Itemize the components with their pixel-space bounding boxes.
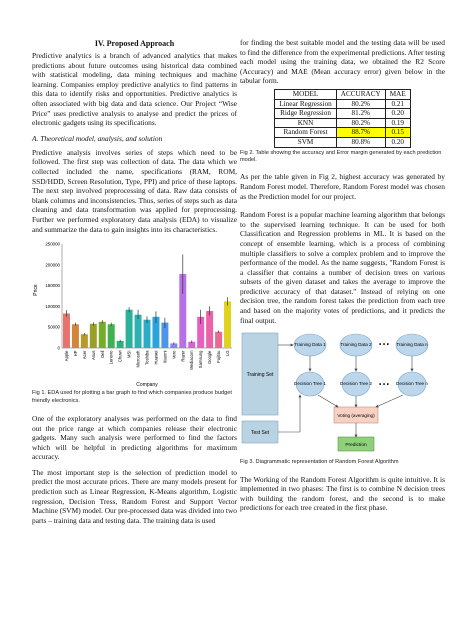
table-row-highlighted bbox=[275, 128, 410, 138]
bar-fujitsu bbox=[215, 332, 222, 348]
x-tick-label: Dell bbox=[99, 350, 105, 358]
table-header: MODEL bbox=[275, 89, 337, 99]
table-row bbox=[275, 137, 410, 147]
bar-acer bbox=[81, 334, 88, 348]
table-discussion-paragraph: As per the table given in Fig 2, highest accuracy was generated by Random Forest model. Therefore, Random Forest model was chosen as the Prediction model for our project. bbox=[240, 172, 445, 201]
working-paragraph: The Working of the Random Forest Algorithm is quite intuitive. It is implemented in two phases: The first is to combine N decision trees with building the random forest, and the second is to make predictions for each tree created in the first phase. bbox=[240, 474, 445, 513]
accuracy-cell: 81.2% bbox=[336, 109, 385, 119]
x-tick-label: Toshiba bbox=[144, 350, 150, 366]
x-tick-label: Razer bbox=[180, 350, 186, 362]
bar-lenovo bbox=[108, 324, 115, 348]
x-tick-label: MSI bbox=[126, 350, 132, 359]
bar-hp bbox=[72, 324, 79, 348]
accuracy-cell-highlighted: 88.7% bbox=[336, 128, 385, 138]
accuracy-cell: 80.8% bbox=[336, 137, 385, 147]
test-set-label: Test Set bbox=[250, 430, 270, 437]
training-set-label: Training Set bbox=[246, 372, 274, 379]
ellipsis-top: • • • bbox=[379, 342, 389, 349]
model-cell: SVM bbox=[275, 137, 337, 147]
x-axis-label: Company bbox=[136, 382, 158, 389]
table-header: MAE bbox=[385, 89, 410, 99]
table-row bbox=[275, 99, 410, 109]
fig1-caption: Fig 1. EDA used for plotting a bar graph to find which companies produce budget friendly electronics. bbox=[32, 390, 232, 404]
training-data-1-label: Training Data 1 bbox=[294, 342, 326, 348]
table-header: ACCURACY bbox=[336, 89, 385, 99]
table-row bbox=[275, 118, 410, 128]
mae-cell-highlighted: 0.15 bbox=[385, 128, 410, 138]
table-row bbox=[275, 109, 410, 119]
left-column bbox=[32, 0, 237, 525]
x-tick-label: Google bbox=[207, 350, 213, 365]
mae-cell: 0.20 bbox=[385, 137, 410, 147]
bar-lg bbox=[224, 302, 231, 349]
eda-bar-chart bbox=[32, 238, 237, 388]
decision-tree-n-label: Decision Tree n bbox=[396, 381, 428, 387]
mae-cell: 0.20 bbox=[385, 109, 410, 119]
x-tick-label: Vero bbox=[171, 350, 177, 360]
model-cell: Ridge Regression bbox=[275, 109, 337, 119]
eda-paragraph: Predictive analysis involves series of steps which need to be followed. The first step was collection of data. The data which we collected included the name, specifications (RAM, ROM, SSD/HDD, Screen Resolution, Type, PPI) and price of these laptops. The next step involved preprocessing of data. Raw data consists of blank columns and inconsistencies. Thus, series of steps such as data cleaning and data transformation was applied for preprocessing. Further we performed exploratory data analysis (EDA) to visualize and summarize the data to gain insights into its characteristics. bbox=[32, 147, 237, 234]
model-cell: Linear Regression bbox=[275, 99, 337, 109]
y-tick-label: 50000 bbox=[47, 324, 60, 330]
fig3-caption: Fig 3. Diagrammatic representation of Random Forest Algorithm bbox=[240, 459, 399, 466]
voting-label: Voting (averaging) bbox=[337, 413, 375, 419]
bar-apple bbox=[63, 314, 70, 349]
bar-msi bbox=[126, 310, 133, 348]
bar-asus bbox=[90, 324, 97, 348]
model-cell: KNN bbox=[275, 118, 337, 128]
ellipsis-bottom: • • • bbox=[379, 382, 389, 389]
mae-cell: 0.21 bbox=[385, 99, 410, 109]
random-forest-paragraph: Random Forest is a popular machine learning algorithm that belongs to the supervised learning technique. It can be used for both Classification and Regression problems in ML. It is based on the concept of ensemble learning, which is a process of combining multiple classifiers to solve a complex problem and to improve the performance of the model. As the name suggests, "Random Forest is a classifier that contains a number of decision trees on various subsets of the given dataset and takes the average to improve the predictive accuracy of that dataset." Instead of relying on one decision tree, the random forest takes the prediction from each tree and based on the majority votes of predictions, and it predicts the final output. bbox=[240, 210, 445, 325]
intro-paragraph: Predictive analytics is a branch of advanced analytics that makes predictions about future outcomes using historical data combined with statistical modeling, data mining techniques and machine learning. Companies employ predictive analytics to find patterns in this data to identify risks and opportunities. Predictive analytics is often associated with big data and data science. Our Project “Wise Price” uses predictive analysis to analyse and predict the prices of electronic gadgets using its specifications. bbox=[32, 51, 237, 128]
fig2-caption: Fig 2. Table showing the accuracy and Error margin generated by each prediction model. bbox=[240, 149, 442, 163]
exploratory-paragraph: One of the exploratory analyses was performed on the data to find out the price range at which companies release their electronic gadgets. Many such analysis were performed to find the factors which will be helpful in predicting algorithms for maximum accuracy. bbox=[32, 413, 237, 462]
bar-microsoft bbox=[135, 315, 142, 348]
x-tick-label: Microsoft bbox=[135, 350, 141, 368]
right-column bbox=[240, 0, 445, 513]
random-forest-diagram bbox=[240, 329, 445, 457]
y-axis-label: Price bbox=[33, 284, 39, 296]
x-tick-label: Samsung bbox=[198, 350, 204, 369]
x-tick-label: Xiaomi bbox=[162, 350, 168, 364]
y-tick-label: 100000 bbox=[45, 303, 60, 309]
x-tick-label: Fujitsu bbox=[216, 350, 222, 363]
x-tick-label: Huawei bbox=[153, 350, 159, 365]
model-cell: Random Forest bbox=[275, 128, 337, 138]
training-data-2-label: Training Data 2 bbox=[340, 342, 372, 348]
y-tick-label: 200000 bbox=[45, 262, 60, 268]
model-selection-paragraph: The most important step is the selection of prediction model to predict the most accurate prices. There are many models present for prediction such as Linear Regression, K-Means algorithm, Logistic regression, Decision Tress, Random Forest and Support Vector Machine (SVM) model. Our pre-processed data was divided into two parts – training data and testing data. The training data is used bbox=[32, 467, 237, 525]
x-tick-label: Lenovo bbox=[108, 350, 114, 365]
x-tick-label: Mediacom bbox=[189, 350, 195, 370]
prediction-label: Prediction bbox=[345, 443, 367, 449]
training-data-n-label: Training Data n bbox=[396, 342, 428, 348]
bar-dell bbox=[99, 322, 106, 348]
x-tick-label: LG bbox=[225, 350, 231, 357]
section-title: IV. Proposed Approach bbox=[94, 39, 175, 48]
x-tick-label: Asus bbox=[90, 350, 96, 360]
testing-paragraph: for finding the best suitable model and the testing data will be used to find the difference from the experimental predictions. After testing each model using the training data, we obtained the R2 Score (Accuracy) and MAE (Mean accuracy error) given below in the tabular form. bbox=[240, 38, 445, 86]
accuracy-cell: 80.2% bbox=[336, 118, 385, 128]
bar-google bbox=[206, 311, 213, 348]
y-tick-label: 150000 bbox=[45, 283, 60, 289]
x-tick-label: Acer bbox=[81, 350, 87, 360]
decision-tree-1-label: Decision Tree 1 bbox=[294, 381, 326, 387]
mae-cell: 0.19 bbox=[385, 118, 410, 128]
accuracy-cell: 80.2% bbox=[336, 99, 385, 109]
decision-tree-2-label: Decision Tree 2 bbox=[340, 381, 372, 387]
y-tick-label: 250000 bbox=[45, 241, 60, 247]
x-tick-label: Chuwi bbox=[117, 350, 123, 363]
x-tick-label: HP bbox=[72, 350, 78, 357]
y-tick-label: 0 bbox=[57, 345, 60, 351]
results-table bbox=[274, 89, 410, 148]
subsection-title: A. Theoretical model, analysis, and solution bbox=[32, 133, 163, 143]
bar-toshiba bbox=[144, 320, 151, 348]
table-header-row bbox=[275, 89, 410, 99]
x-tick-label: Apple bbox=[63, 350, 69, 362]
